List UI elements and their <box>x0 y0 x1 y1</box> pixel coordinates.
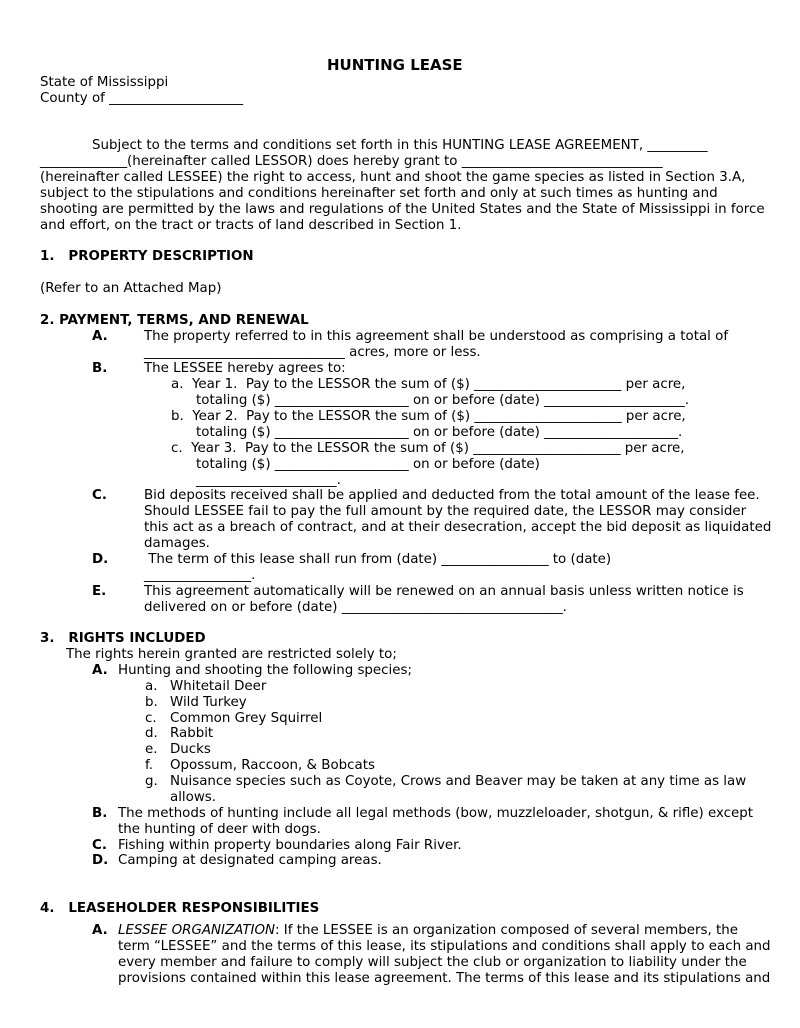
s2-c-line: Should LESSEE fail to pay the full amount by the required date, the LESSOR may consider <box>144 504 747 519</box>
s4-a-line1 <box>118 923 738 939</box>
s2-b-year3: c. Year 3. Pay to the LESSOR the sum of ($) ______________________ per acre, <box>171 441 685 456</box>
section-2-heading: 2. PAYMENT, TERMS, AND RENEWAL <box>40 313 309 328</box>
s2-e-line: This agreement automatically will be renewed on an annual basis unless written notice is <box>144 584 744 599</box>
intro-line: shooting are permitted by the laws and regulations of the United States and the State of Mississippi in force <box>40 202 765 217</box>
s3-b-line: the hunting of deer with dogs. <box>118 822 321 837</box>
section-1-text: (Refer to an Attached Map) <box>40 281 222 296</box>
section-4-heading: 4. LEASEHOLDER RESPONSIBILITIES <box>40 901 320 916</box>
s3-b-line: The methods of hunting include all legal methods (bow, muzzleloader, shotgun, & rifle) except <box>118 806 754 821</box>
s2-b-line: The LESSEE hereby agrees to: <box>144 361 346 376</box>
item-letter: C. <box>92 838 107 853</box>
species-item: Common Grey Squirrel <box>170 711 323 726</box>
s2-b-year3-total: totaling ($) ____________________ on or before (date) <box>196 457 540 472</box>
item-letter: A. <box>92 663 108 678</box>
s2-d-line: The term of this lease shall run from (date) ________________ to (date) <box>144 552 612 567</box>
s2-c-line: Bid deposits received shall be applied and deducted from the total amount of the lease fee. <box>144 488 760 503</box>
s2-b-year1: a. Year 1. Pay to the LESSOR the sum of ($) ______________________ per acre, <box>171 377 686 392</box>
section-3-heading: 3. RIGHTS INCLUDED <box>40 631 206 646</box>
species-letter: d. <box>145 726 158 741</box>
item-letter: A. <box>92 923 108 938</box>
intro-line: Subject to the terms and conditions set forth in this HUNTING LEASE AGREEMENT, _________ <box>92 138 708 153</box>
s2-b-year1-total: totaling ($) ____________________ on or before (date) _____________________. <box>196 393 689 408</box>
s4-a-label: LESSEE ORGANIZATION <box>118 923 276 938</box>
species-letter: g. <box>145 774 158 789</box>
intro-line: _____________(hereinafter called LESSOR) does hereby grant to ______________________________ <box>40 154 663 169</box>
s4-a-line: term “LESSEE” and the terms of this lease, its stipulations and conditions shall apply to each and <box>118 939 771 954</box>
s2-b-year3-date: _____________________. <box>196 473 341 488</box>
species-item-cont: allows. <box>170 790 217 805</box>
document-title: HUNTING LEASE <box>327 56 463 74</box>
item-letter: D. <box>92 552 109 567</box>
s2-c-line: this act as a breach of contract, and at their desecration, accept the bid deposit as liquidated <box>144 520 772 535</box>
item-letter: B. <box>92 361 108 376</box>
species-letter: e. <box>145 742 158 757</box>
intro-line: subject to the stipulations and conditions hereinafter set forth and only at such times as hunting and <box>40 186 718 201</box>
county-line: County of ____________________ <box>40 91 244 106</box>
state-line: State of Mississippi <box>40 75 169 90</box>
s2-b-year2-total: totaling ($) ____________________ on or before (date) ____________________. <box>196 425 683 440</box>
species-item: Rabbit <box>170 726 214 741</box>
species-letter: f. <box>145 758 153 773</box>
s2-a-line: ______________________________ acres, more or less. <box>144 345 481 360</box>
section-3-intro: The rights herein granted are restricted solely to; <box>66 647 397 662</box>
item-letter: A. <box>92 329 108 344</box>
s4-a-line: every member and failure to comply will subject the club or organization to liability under the <box>118 955 747 970</box>
item-letter: C. <box>92 488 107 503</box>
s4-a-line: provisions contained within this lease agreement. The terms of this lease and its stipulations and <box>118 971 771 986</box>
species-letter: c. <box>145 711 157 726</box>
s2-e-line: delivered on or before (date) _________________________________. <box>144 600 567 615</box>
item-letter: D. <box>92 853 109 868</box>
s4-a-text: : If the LESSEE is an organization composed of several members, the <box>275 923 738 938</box>
s3-a-text: Hunting and shooting the following species; <box>118 663 412 678</box>
s3-d-text: Camping at designated camping areas. <box>118 853 382 868</box>
species-item: Wild Turkey <box>170 695 247 710</box>
species-letter: a. <box>145 679 158 694</box>
s2-b-year2: b. Year 2. Pay to the LESSOR the sum of ($) ______________________ per acre, <box>171 409 686 424</box>
s3-c-text: Fishing within property boundaries along Fair River. <box>118 838 462 853</box>
species-item: Opossum, Raccoon, & Bobcats <box>170 758 375 773</box>
section-1-heading: 1. PROPERTY DESCRIPTION <box>40 249 254 264</box>
s2-c-line: damages. <box>144 536 210 551</box>
species-letter: b. <box>145 695 158 710</box>
s2-a-line: The property referred to in this agreement shall be understood as comprising a total of <box>144 329 729 344</box>
species-item: Ducks <box>170 742 211 757</box>
intro-line: and effort, on the tract or tracts of land described in Section 1. <box>40 218 462 233</box>
s2-d-line: ________________. <box>144 568 256 583</box>
item-letter: B. <box>92 806 108 821</box>
species-item: Nuisance species such as Coyote, Crows and Beaver may be taken at any time as law <box>170 774 747 789</box>
species-item: Whitetail Deer <box>170 679 267 694</box>
item-letter: E. <box>92 584 107 599</box>
intro-line: (hereinafter called LESSEE) the right to access, hunt and shoot the game species as listed in Section 3.A, <box>40 170 746 185</box>
